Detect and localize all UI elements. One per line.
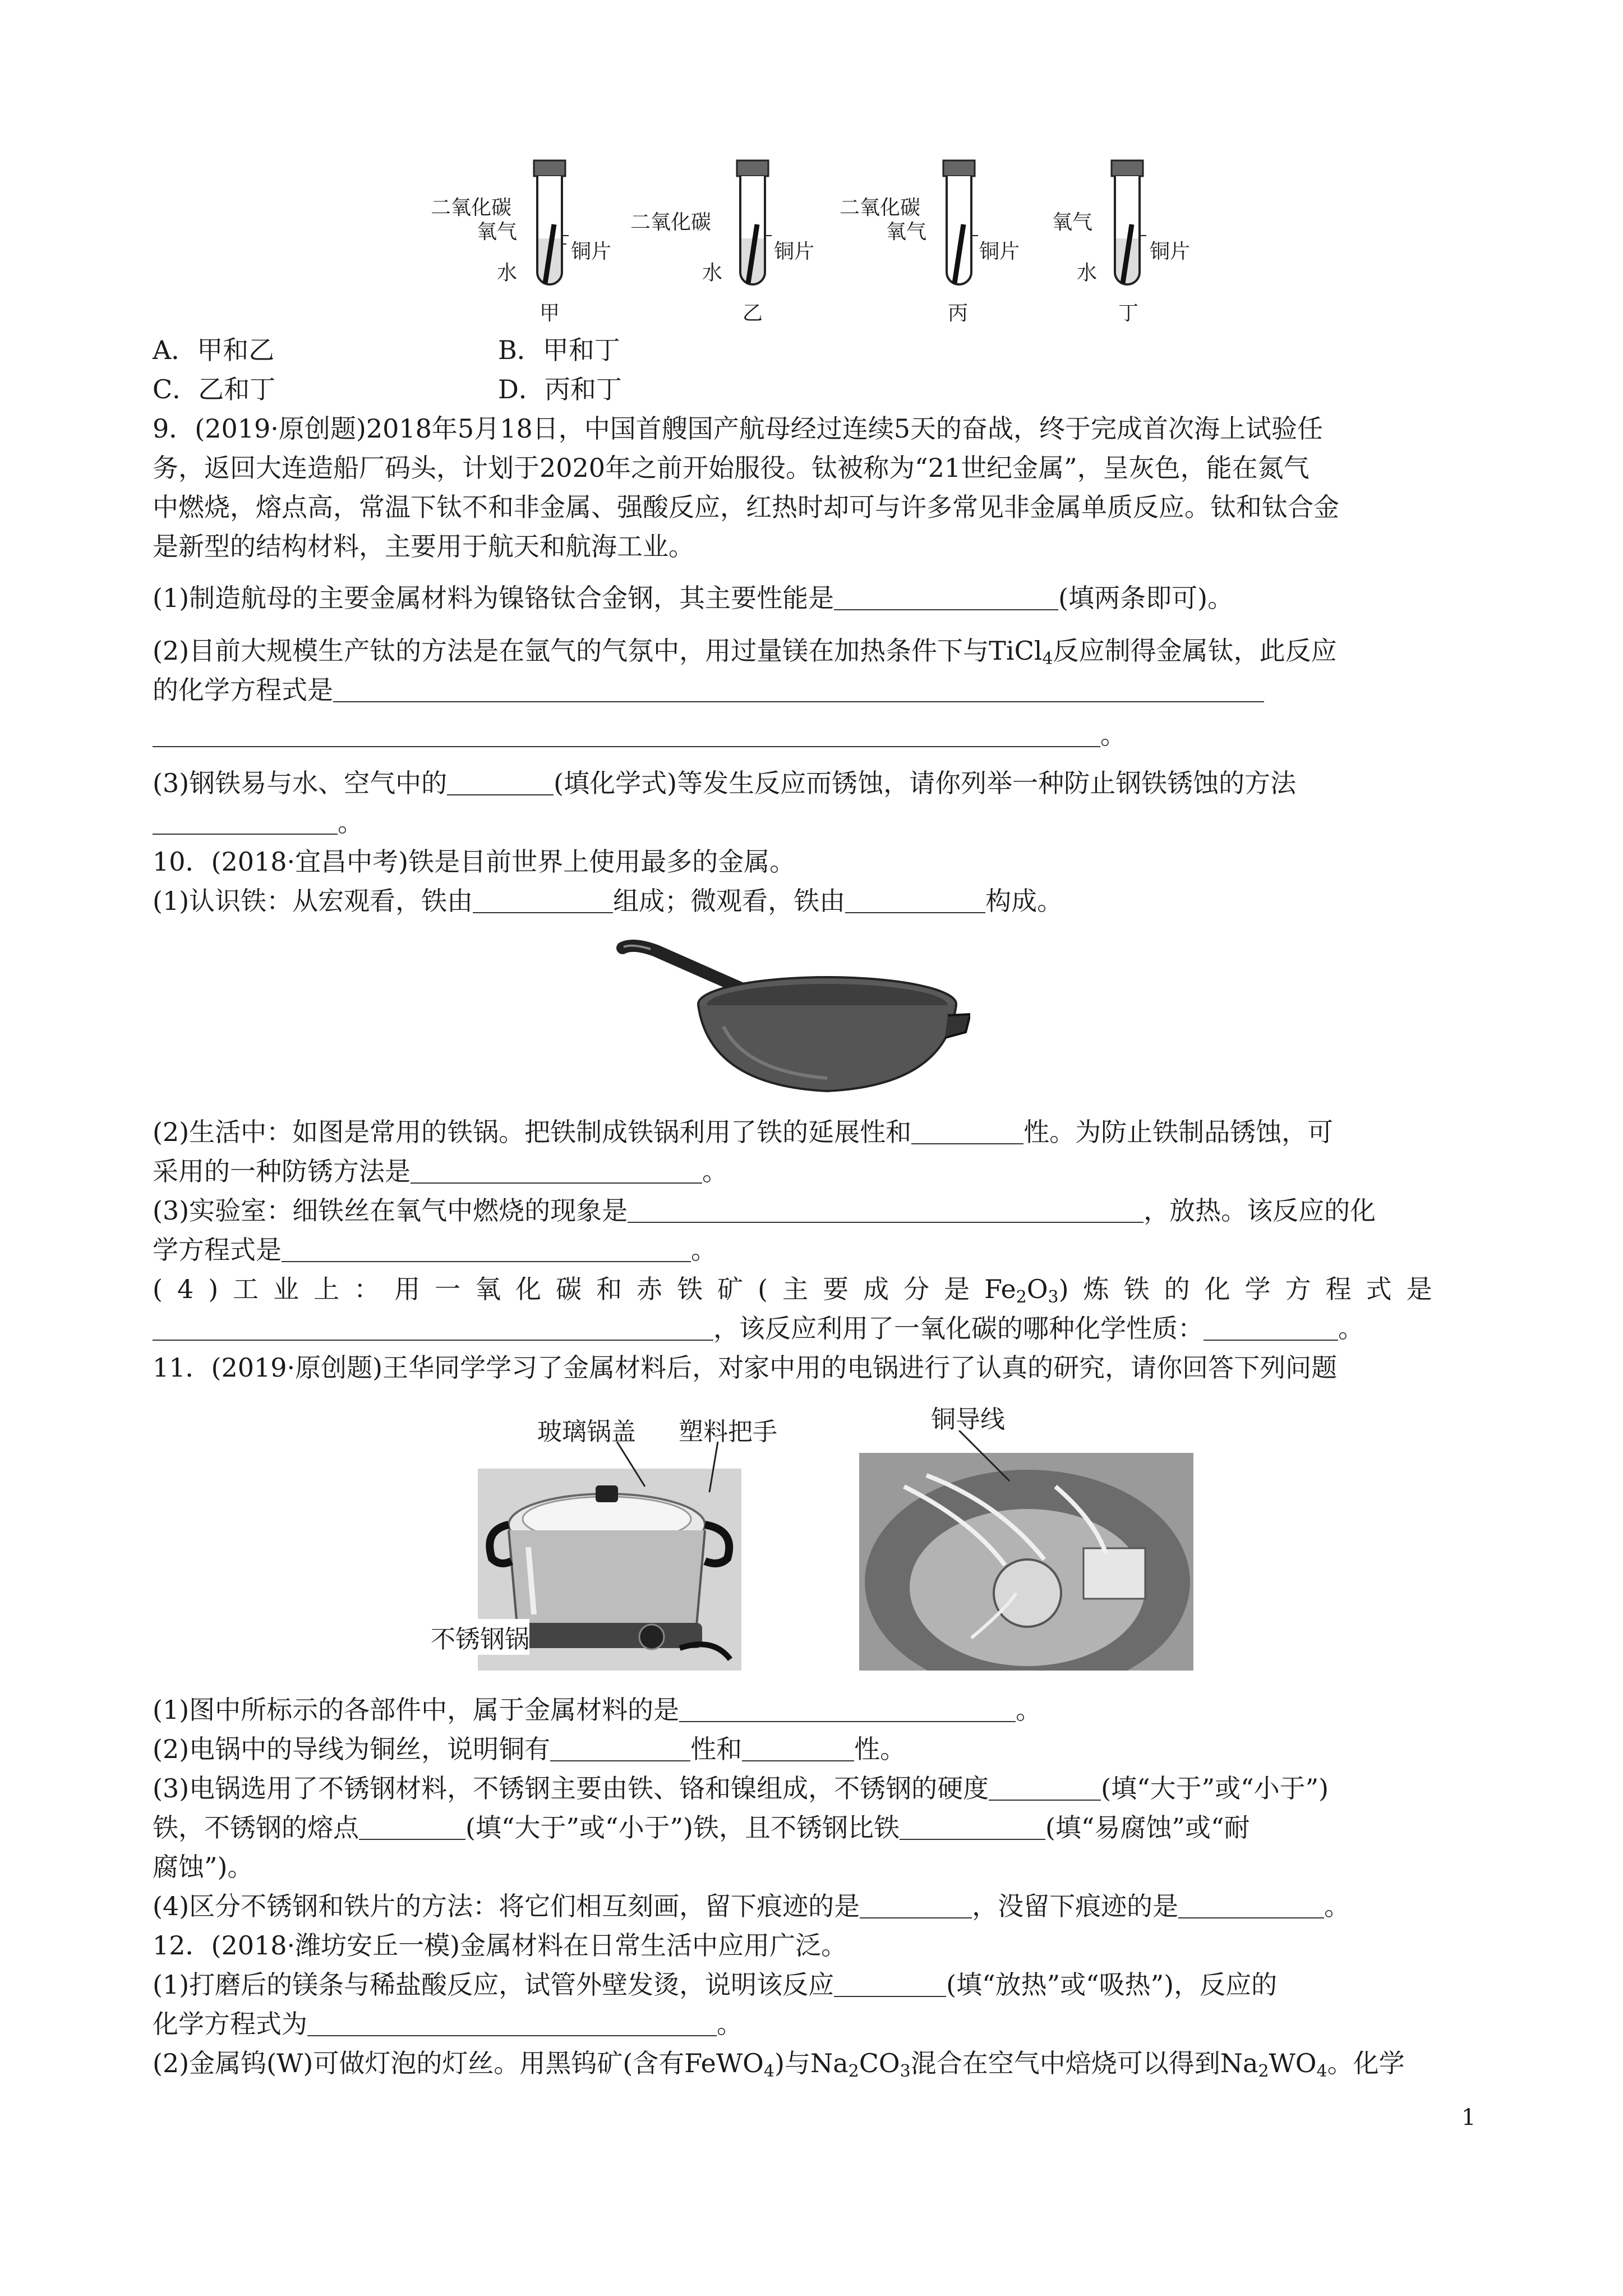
q11-p4-blank-2[interactable] <box>1178 1893 1324 1918</box>
q11-part-1: (1)图中所标示的各部件中，属于金属材料的是 。 <box>153 1695 1042 1725</box>
tube-bing-label-copper: 铜片 <box>979 240 1020 263</box>
q8-option-d: D．丙和丁 <box>498 374 622 404</box>
q9-p1-blank[interactable] <box>834 585 1058 610</box>
q8-option-b: B．甲和丁 <box>498 335 620 365</box>
tube-ding-label-copper: 铜片 <box>1150 240 1191 263</box>
q8-option-d-wrap <box>498 372 622 406</box>
q9-part-3: (3)钢铁易与水、空气中的 (填化学式)等发生反应而锈蚀，请你列举一种防止钢铁锈蚀的方法 <box>153 768 1297 798</box>
page-number: 1 <box>1461 2105 1476 2131</box>
tube-jia-label-copper: 铜片 <box>571 240 612 263</box>
test-tube-yi <box>725 157 781 303</box>
q11-p3-blank-2[interactable] <box>359 1814 465 1840</box>
q9-p3-blank-2[interactable] <box>153 809 338 835</box>
q11-p2-blank-2[interactable] <box>742 1736 854 1761</box>
q9-part-3-cont: 。 <box>153 806 363 839</box>
q10-part-3: (3)实验室：细铁丝在氧气中燃烧的现象是 ，放热。该反应的化 <box>153 1195 1376 1226</box>
q11-p4-blank-1[interactable] <box>860 1893 972 1918</box>
tube-jia-label-o2: 氧气 <box>477 220 518 243</box>
q11-part-3-cont: 铁，不锈钢的熔点 (填“大于”或“小于”)铁，且不锈钢比铁 (填“易腐蚀”或“耐 <box>153 1812 1250 1843</box>
q12-part-2: (2)金属钨(W)可做灯泡的灯丝。用黑钨矿(含有FeWO$_4$)与$Na_2CO_3$混合在空气中焙烧可以得到$Na_2WO_4$。化学 <box>153 2048 1405 2081</box>
q8-option-a: A．甲和乙 <box>153 335 275 365</box>
q10-part-1: (1)认识铁：从宏观看，铁由 组成；微观看，铁由 构成。 <box>153 886 1063 916</box>
q9-intro-line-4: 是新型的结构材料，主要用于航天和航海工业。 <box>153 531 694 562</box>
label-glass-lid: 玻璃锅盖 <box>537 1418 636 1446</box>
q9-intro-line-2: 务，返回大连造船厂码头，计划于2020年之前开始服役。钛被称为“21世纪金属”，呈灰色，能在氮气 <box>153 453 1310 483</box>
q10-p2-blank-1[interactable] <box>911 1119 1023 1144</box>
tube-bing-name: 丙 <box>948 302 969 325</box>
tube-ding-label-water: 水 <box>1077 261 1098 284</box>
q11-part-3: (3)电锅选用了不锈钢材料，不锈钢主要由铁、铬和镍组成，不锈钢的硬度 (填“大于”或“小于”) <box>153 1773 1329 1803</box>
q10-p2-blank-2[interactable] <box>411 1158 702 1184</box>
label-stainless-pot: 不锈钢锅 <box>431 1619 529 1655</box>
q11-title: 11．(2019·原创题)王华同学学习了金属材料后，对家中用的电锅进行了认真的研究，请你回答下列问题 <box>153 1352 1338 1383</box>
q9-part-2: (2)目前大规模生产钛的方法是在氩气的气氛中，用过量镁在加热条件下与TiCl$_4$反应制得金属钛，此反应 <box>153 636 1337 669</box>
tube-yi-name: 乙 <box>743 302 763 325</box>
q12-p1-blank-1[interactable] <box>834 1971 946 1997</box>
q9-part-1: (1)制造航母的主要金属材料为镍铬钛合金钢，其主要性能是 (填两条即可)。 <box>153 583 1234 613</box>
q9-part-2-cont: 的化学方程式是 <box>153 673 1264 707</box>
q9-intro-line-1: 9．(2019·原创题)2018年5月18日，中国首艘国产航母经过连续5天的奋战，终于完成首次海上试验任 <box>153 413 1323 444</box>
wire-label-leader <box>942 1430 1054 1492</box>
q11-p1-blank[interactable] <box>679 1696 1016 1722</box>
label-plastic-handle: 塑料把手 <box>679 1418 777 1446</box>
q10-p4-blank-2[interactable] <box>1204 1315 1338 1341</box>
q11-p3-blank-1[interactable] <box>989 1775 1101 1801</box>
q9-p2-blank-2[interactable] <box>153 721 1100 747</box>
tube-jia-name: 甲 <box>540 302 560 325</box>
q12-p1-blank-2[interactable] <box>307 2010 717 2036</box>
test-tube-ding <box>1099 157 1155 303</box>
q12-part-1-cont: 化学方程式为 。 <box>153 2009 743 2039</box>
q8-option-c: C．乙和丁 <box>153 374 276 404</box>
pot-label-leaders <box>606 1442 774 1509</box>
q10-part-4-cont: ，该反应利用了一氧化碳的哪种化学性质： 。 <box>153 1312 1364 1345</box>
q11-part-2: (2)电锅中的导线为铜丝，说明铜有 性和 性。 <box>153 1734 906 1764</box>
tube-jia-label-co2: 二氧化碳 <box>431 196 512 219</box>
q10-part-3-cont: 学方程式是 。 <box>153 1235 717 1265</box>
q10-p3-blank-2[interactable] <box>282 1236 691 1262</box>
q10-part-2: (2)生活中：如图是常用的铁锅。把铁制成铁锅利用了铁的延展性和 性。为防止铁制品锈蚀，可 <box>153 1117 1334 1147</box>
q11-part-4: (4)区分不锈钢和铁片的方法：将它们相互刻画，留下痕迹的是 ，没留下痕迹的是 。 <box>153 1891 1350 1921</box>
q9-intro-line-3: 中燃烧，熔点高，常温下钛不和非金属、强酸反应，红热时却可与许多常见非金属单质反应。钛和钛合金 <box>153 492 1339 522</box>
q10-title: 10．(2018·宜昌中考)铁是目前世界上使用最多的金属。 <box>153 846 796 877</box>
q8-options-row-1 <box>153 333 274 367</box>
q10-p1-blank-2[interactable] <box>845 887 985 913</box>
q10-p4-blank-1[interactable] <box>153 1315 713 1341</box>
q9-part-2-cont-2: 。 <box>153 718 1126 752</box>
tube-bing-label-co2: 二氧化碳 <box>840 196 921 219</box>
q10-part-2-cont: 采用的一种防锈方法是 。 <box>153 1156 728 1186</box>
q8-option-b-wrap <box>498 333 620 367</box>
q9-p2-blank-1[interactable] <box>333 677 1264 702</box>
q10-p1-blank-1[interactable] <box>473 887 613 913</box>
q10-part-4: (4)工业上：用一氧化碳和赤铁矿(主要成分是$Fe_2O_3$)炼铁的化学方程式是 <box>153 1274 1447 1307</box>
tube-bing-label-o2: 氧气 <box>886 220 927 243</box>
tube-yi-label-co2: 二氧化碳 <box>630 211 712 234</box>
q10-p3-blank-1[interactable] <box>628 1197 1144 1223</box>
q8-options-row-2 <box>153 372 275 406</box>
q12-part-1: (1)打磨后的镁条与稀盐酸反应，试管外壁发烫，说明该反应 (填“放热”或“吸热”)，反应的 <box>153 1970 1278 2000</box>
q11-part-3-cont-2: 腐蚀”)。 <box>153 1852 253 1882</box>
test-tube-jia <box>522 157 578 303</box>
tube-yi-label-copper: 铜片 <box>774 240 815 263</box>
q9-p3-blank-1[interactable] <box>447 770 554 795</box>
q11-p2-blank-1[interactable] <box>550 1736 690 1761</box>
iron-wok-image <box>611 931 970 1105</box>
tube-jia-label-water: 水 <box>497 261 518 284</box>
tube-ding-label-o2: 氧气 <box>1052 211 1093 234</box>
tube-yi-label-water: 水 <box>702 261 723 284</box>
q12-title: 12．(2018·潍坊安丘一模)金属材料在日常生活中应用广泛。 <box>153 1930 847 1961</box>
q11-p3-blank-3[interactable] <box>900 1814 1045 1840</box>
label-copper-wire: 铜导线 <box>931 1405 1005 1434</box>
test-tube-bing <box>931 157 987 303</box>
tube-ding-name: 丁 <box>1118 302 1139 325</box>
